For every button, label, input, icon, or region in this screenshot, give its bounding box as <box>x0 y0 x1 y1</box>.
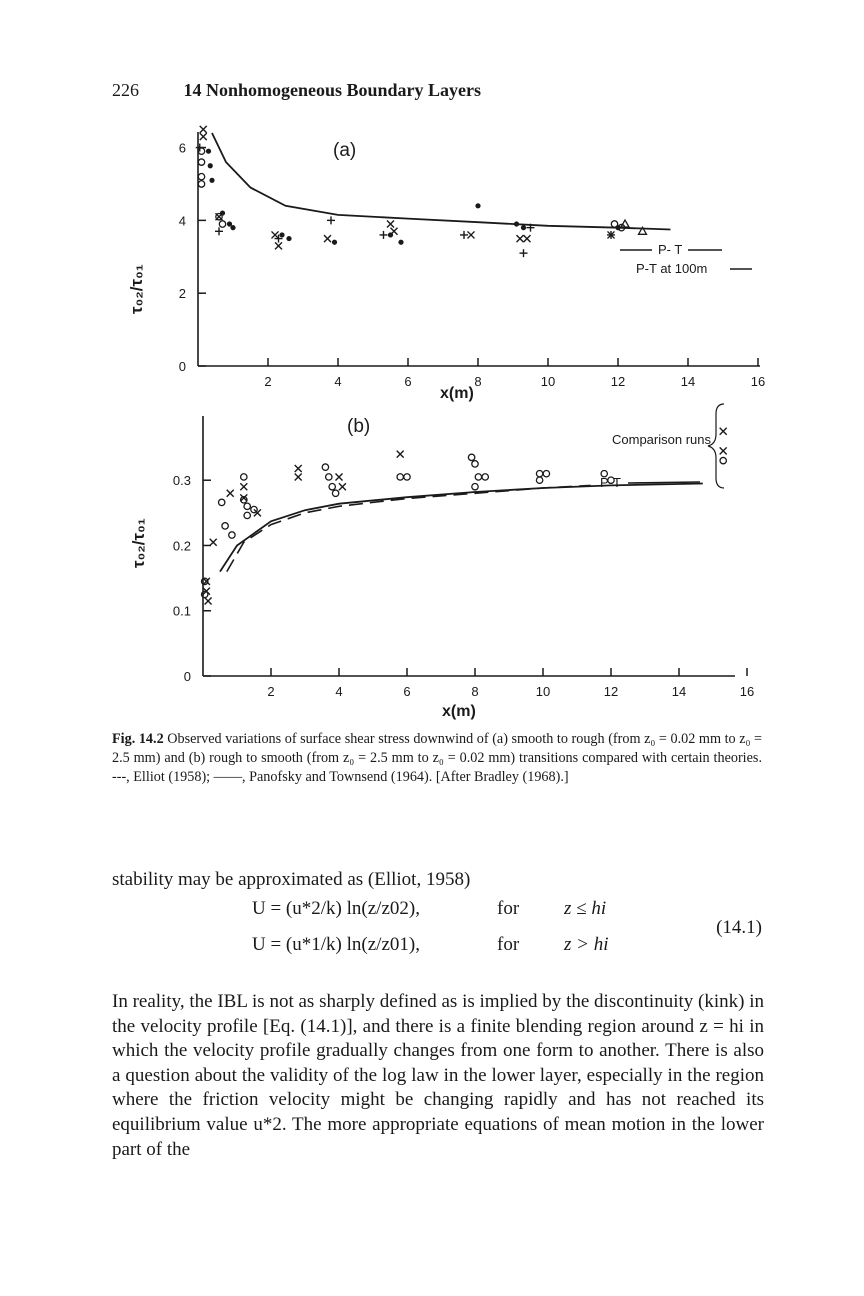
data-point-x <box>387 221 394 228</box>
y-tick-label: 0.2 <box>172 538 191 554</box>
equation-lhs: U = (u*1/k) ln(z/z01), <box>252 934 420 955</box>
data-point-x <box>210 539 217 546</box>
data-point-dot <box>286 236 291 241</box>
data-point-x <box>324 235 331 242</box>
data-point-circle <box>198 173 204 179</box>
data-point-x <box>720 428 727 435</box>
x-tick-label: 8 <box>474 374 482 389</box>
caption-label: Fig. 14.2 <box>112 731 164 747</box>
data-point-circle <box>244 503 250 509</box>
x-tick-label: 10 <box>535 684 551 699</box>
y-tick-label: 4 <box>178 213 186 229</box>
x-tick-label: 14 <box>671 684 687 699</box>
intro-line: stability may be approximated as (Elliot, 1958) <box>112 869 471 890</box>
annotation-pt-100m: P-T at 100m <box>636 261 708 276</box>
data-point-dot <box>208 163 213 168</box>
data-point-circle <box>219 221 225 227</box>
elliot-curve <box>227 485 591 571</box>
data-point-circle <box>720 457 726 463</box>
x-tick-label: 8 <box>471 684 479 699</box>
y-axis-label-a: τ₀₂/τ₀₁ <box>127 264 146 314</box>
annotation-pt-a: P- T <box>658 242 683 257</box>
data-point-circle <box>536 470 542 476</box>
data-point-x <box>397 451 404 458</box>
data-point-circle <box>543 470 549 476</box>
x-axis-label-a: x(m) <box>440 385 474 402</box>
data-point-dot <box>209 178 214 183</box>
y-tick-label: 0 <box>183 669 191 684</box>
x-tick-label: 16 <box>750 374 766 389</box>
data-point-x <box>275 242 282 249</box>
data-point-dot <box>388 232 393 237</box>
data-point-dot <box>398 240 403 245</box>
page-header <box>112 80 481 101</box>
data-point-circle <box>222 523 228 529</box>
data-point-dot <box>332 240 337 245</box>
data-point-dot <box>514 221 519 226</box>
data-point-circle <box>326 474 332 480</box>
equation-lhs: U = (u*2/k) ln(z/z02), <box>252 898 420 919</box>
equation-for: for <box>497 898 520 919</box>
page-number: 226 <box>112 80 139 100</box>
x-tick-label: 12 <box>603 684 619 699</box>
data-point-x <box>295 465 302 472</box>
data-point-x <box>720 447 727 454</box>
points-a <box>196 126 647 257</box>
pt-leader-b <box>628 482 700 483</box>
data-point-circle <box>322 464 328 470</box>
body-paragraph: In reality, the IBL is not as sharply defined as is implied by the discontinuity (kink) in the velocity profile [Eq. (14.1)], and there is a finite blending region around z = hi in which the velocity profile gradually changes from one form to another. There is also a question about the validity of the log law in the lower layer, especially in the region where the friction velocity might be changing rapidly and has not reached its equilibrium value u*2. The more appropriate equations of mean motion in the lower part of the <box>112 991 764 1160</box>
data-point-dot <box>615 225 620 230</box>
figure-panel-a <box>0 118 864 408</box>
data-point-circle <box>198 159 204 165</box>
data-point-x <box>468 231 475 238</box>
pt-curve <box>212 133 671 230</box>
data-point-dot <box>220 210 225 215</box>
data-point-x <box>227 490 234 497</box>
equation-condition: z > hi <box>564 934 609 955</box>
data-point-circle <box>397 474 403 480</box>
data-point-x <box>336 473 343 480</box>
y-tick-label: 2 <box>178 286 186 302</box>
figure-panel-b <box>0 392 864 722</box>
data-point-plus <box>380 231 388 239</box>
data-point-circle <box>241 474 247 480</box>
data-point-x <box>295 473 302 480</box>
data-point-x <box>200 126 207 133</box>
panel-b-label: (b) <box>347 416 371 437</box>
data-point-circle <box>472 461 478 467</box>
data-point-dot <box>521 225 526 230</box>
data-point-dot <box>206 149 211 154</box>
caption-text: Observed variations of surface shear stress downwind of (a) smooth to rough (from z₀ = 0.02 mm to z₀ = 2.5 mm) and (b) rough to smooth (from z₀ = 2.5 mm to z₀ = 0.02 mm) transitions compared with certain theories. ---, Elliot (1958); ——, Panofsky and Townsend (1964). [After Bradley (1968).] <box>112 731 763 785</box>
data-point-circle <box>404 474 410 480</box>
data-point-x <box>272 231 279 238</box>
equation-condition: z ≤ hi <box>564 898 607 919</box>
data-point-circle <box>219 499 225 505</box>
data-point-x <box>339 483 346 490</box>
x-tick-label: 12 <box>610 374 626 389</box>
data-point-circle <box>329 484 335 490</box>
x-tick-label: 4 <box>335 684 343 699</box>
y-tick-label: 6 <box>178 140 186 156</box>
equation-number: (14.1) <box>716 917 762 938</box>
y-tick-label: 0 <box>178 359 186 374</box>
data-point-x <box>517 235 524 242</box>
ticks-b <box>173 473 754 699</box>
data-point-circle <box>536 477 542 483</box>
data-point-dot <box>230 225 235 230</box>
data-point-plus <box>460 231 468 239</box>
curves-b <box>220 482 703 572</box>
x-tick-label: 2 <box>264 374 272 389</box>
data-point-plus <box>215 227 223 235</box>
data-point-circle <box>332 490 338 496</box>
chapter-title: 14 Nonhomogeneous Boundary Layers <box>183 80 482 100</box>
figure-caption <box>112 730 762 787</box>
x-tick-label: 6 <box>404 374 412 389</box>
panel-a-label: (a) <box>333 140 357 161</box>
x-tick-label: 16 <box>739 684 755 699</box>
x-tick-label: 4 <box>334 374 342 389</box>
points-b <box>202 428 727 605</box>
data-point-x <box>200 133 207 140</box>
data-point-circle <box>244 512 250 518</box>
data-point-circle <box>475 474 481 480</box>
annotation-comparison-runs: Comparison runs <box>612 432 711 447</box>
data-point-circle <box>198 181 204 187</box>
data-point-x <box>205 597 212 604</box>
y-axis-label-b: τ₀₂/τ₀₁ <box>129 518 148 568</box>
data-point-dot <box>475 203 480 208</box>
x-tick-label: 10 <box>540 374 556 389</box>
data-point-circle <box>472 484 478 490</box>
x-axis-label-b: x(m) <box>442 703 476 720</box>
data-point-plus <box>520 249 528 257</box>
x-tick-label: 14 <box>680 374 696 389</box>
y-tick-label: 0.3 <box>172 473 191 489</box>
data-point-circle <box>482 474 488 480</box>
data-point-circle <box>229 532 235 538</box>
annotation-pt-b: P-T <box>600 475 621 490</box>
data-point-plus <box>327 216 335 224</box>
equation-for: for <box>497 934 520 955</box>
x-tick-label: 6 <box>403 684 411 699</box>
data-point-triangle <box>621 220 629 227</box>
data-point-circle <box>468 454 474 460</box>
pt-curve <box>220 484 703 572</box>
data-point-dot <box>279 232 284 237</box>
data-point-x <box>524 235 531 242</box>
x-tick-label: 2 <box>267 684 275 699</box>
y-tick-label: 0.1 <box>172 603 191 619</box>
data-point-x <box>240 483 247 490</box>
data-point-plus <box>196 144 204 152</box>
